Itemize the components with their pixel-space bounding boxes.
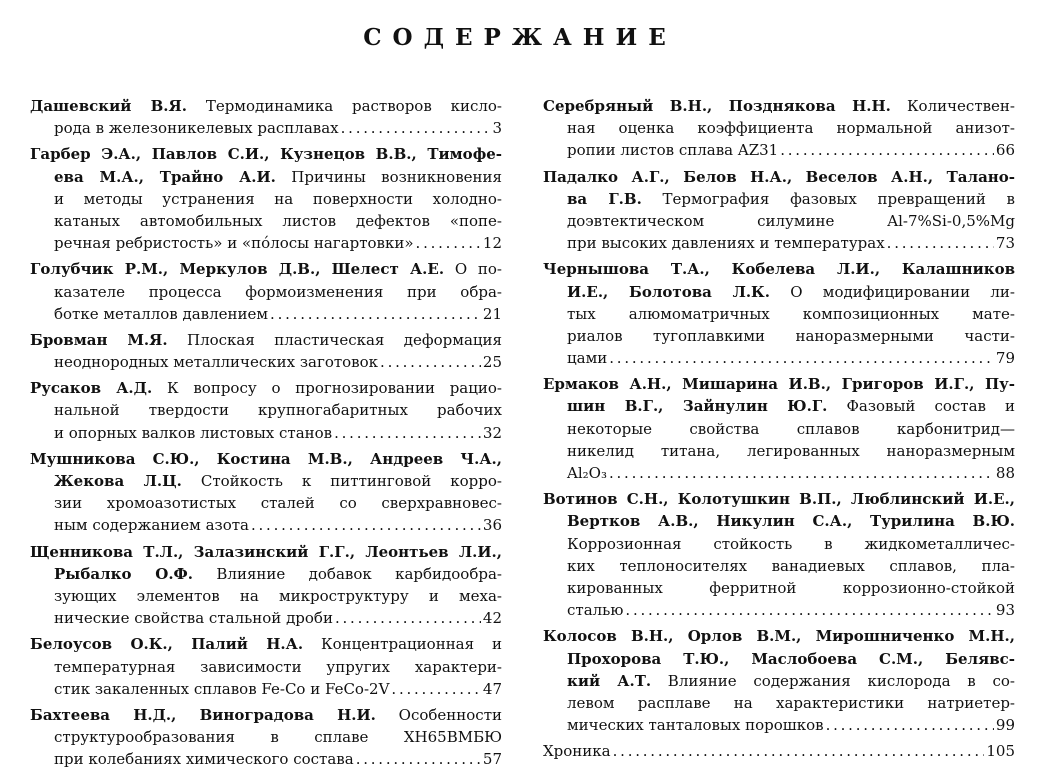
toc-entry-line: зующих элементов на микроструктуру и меха- bbox=[54, 586, 502, 605]
toc-entry-line: кированных ферритной коррозионно-стойкой bbox=[567, 578, 1015, 597]
toc-entry-line: структурообразования в сплаве ХН65ВМБЮ bbox=[54, 728, 502, 747]
toc-entry-authors: Вотинов С.Н., Колотушкин В.П., Люблинский И.Е., bbox=[543, 490, 1015, 509]
toc-entry-authors: Серебряный В.Н., Позднякова Н.Н. bbox=[543, 97, 891, 115]
toc-entry-line bbox=[543, 258, 1015, 280]
toc-entry-page: 12 bbox=[482, 234, 502, 253]
toc-entry-title-part: О по- bbox=[454, 260, 502, 279]
toc-entry-line bbox=[30, 143, 502, 165]
toc-entry-title-part: неоднородных металлических заготовок bbox=[54, 353, 379, 372]
toc-entry-authors: Щенникова Т.Л., Залазинский Г.Г., Леонтьев Л.И., bbox=[30, 542, 502, 561]
toc-entry-line bbox=[543, 281, 1015, 303]
toc-entry-line: левом расплаве на характеристики натриетер- bbox=[567, 693, 1015, 712]
toc-entry[interactable] bbox=[543, 95, 1015, 162]
toc-entry-authors: Прохорова Т.Ю., Маслобоева С.М., Белявс- bbox=[567, 649, 1015, 668]
toc-entry-line bbox=[30, 563, 502, 585]
toc-entry-line bbox=[30, 232, 502, 254]
toc-entry-page: 99 bbox=[995, 716, 1015, 735]
toc-entry-page: 47 bbox=[482, 679, 502, 698]
leader-dots bbox=[270, 303, 481, 325]
toc-entry-title-part: Термодинамика растворов кисло- bbox=[205, 97, 502, 115]
toc-entry-line bbox=[30, 95, 502, 117]
toc-entry-authors: Колосов В.Н., Орлов В.М., Мирошниченко М.Н., bbox=[543, 627, 1015, 646]
toc-entry-title-part: Влияние содержания кислорода в со- bbox=[667, 671, 1015, 690]
toc-entry-line bbox=[30, 351, 502, 373]
toc-entry-title-part: и опорных валков листовых станов bbox=[54, 423, 333, 442]
toc-entry-line: Коррозионная стойкость в жидкометалличес- bbox=[567, 534, 1015, 553]
toc-entry-authors: Мушникова С.Ю., Костина М.В., Андреев Ч.А., bbox=[30, 449, 502, 468]
leader-dots bbox=[341, 117, 491, 139]
toc-entry-page: 93 bbox=[995, 601, 1015, 620]
toc-entry-authors: Русаков А.Д. bbox=[30, 379, 153, 398]
toc-entry[interactable] bbox=[543, 258, 1015, 369]
toc-entry-line bbox=[543, 347, 1015, 369]
toc-entry-page: 32 bbox=[482, 423, 502, 442]
toc-entry-title-part: К вопросу о прогнозировании рацио- bbox=[166, 379, 502, 398]
toc-entry-line bbox=[30, 514, 502, 536]
toc-entry-line: тых алюмоматричных композиционных мате- bbox=[567, 304, 1015, 323]
leader-dots bbox=[335, 607, 481, 629]
toc-entry[interactable] bbox=[30, 704, 502, 771]
toc-entry-line bbox=[543, 648, 1015, 670]
toc-entry-line bbox=[543, 232, 1015, 254]
toc-entry-line: некоторые свойства сплавов карбонитрид— bbox=[567, 419, 1015, 438]
toc-entry-line bbox=[543, 188, 1015, 210]
toc-entry-title-part: Влияние добавок карбидообра- bbox=[216, 564, 502, 583]
toc-entry-title-part: Фазовый состав и bbox=[846, 397, 1015, 416]
toc-entry-title-part: ропии листов сплава AZ31 bbox=[567, 141, 779, 160]
toc-entry-line: ких теплоносителях ванадиевых сплавов, пла- bbox=[567, 556, 1015, 575]
toc-entry-line bbox=[543, 395, 1015, 417]
toc-entry-line bbox=[543, 670, 1015, 692]
toc-entry-line bbox=[543, 625, 1015, 647]
toc-entry-authors: Рыбалко О.Ф. bbox=[54, 564, 194, 583]
contents-column-right bbox=[543, 95, 1015, 766]
leader-dots bbox=[356, 748, 481, 770]
toc-entry-line: катаных автомобильных листов дефектов «попе- bbox=[54, 211, 502, 230]
toc-entry-line bbox=[543, 510, 1015, 532]
toc-entry[interactable] bbox=[30, 143, 502, 254]
toc-entry[interactable] bbox=[30, 95, 502, 139]
toc-entry[interactable] bbox=[543, 625, 1015, 736]
toc-entry-title-part: ным содержанием азота bbox=[54, 516, 249, 535]
toc-entry-line bbox=[543, 95, 1015, 117]
toc-entry-line bbox=[543, 740, 1015, 762]
toc-entry-line bbox=[30, 678, 502, 700]
toc-entry-line: доэвтектическом силумине Al-7%Si-0,5%Mg bbox=[567, 211, 1015, 230]
toc-entry-title-part: Концентрационная и bbox=[321, 635, 502, 654]
toc-entry-title-part: Особенности bbox=[398, 705, 502, 724]
toc-entry-line bbox=[30, 748, 502, 770]
toc-entry-page: 42 bbox=[482, 609, 502, 628]
toc-entry-line bbox=[30, 470, 502, 492]
toc-entry-page: 66 bbox=[995, 141, 1015, 160]
toc-entry-line: риалов тугоплавкими наноразмерными части- bbox=[567, 326, 1015, 345]
toc-entry-line: казателе процесса формоизменения при обра- bbox=[54, 282, 502, 301]
toc-entry[interactable] bbox=[543, 166, 1015, 255]
leader-dots bbox=[887, 232, 994, 254]
toc-entry[interactable] bbox=[30, 377, 502, 444]
toc-entry-line bbox=[30, 166, 502, 188]
toc-entry-title-part: Стойкость к питтинговой корро- bbox=[200, 472, 502, 490]
leader-dots bbox=[609, 347, 994, 369]
leader-dots bbox=[780, 139, 994, 161]
toc-entry[interactable] bbox=[30, 541, 502, 630]
toc-entry-authors: кий А.Т. bbox=[567, 671, 652, 690]
toc-entry-page: 57 bbox=[482, 750, 502, 769]
toc-entry-line: и методы устранения на поверхности холодно- bbox=[54, 189, 502, 208]
toc-entry-chronicle[interactable] bbox=[543, 740, 1015, 762]
toc-entry-line bbox=[543, 462, 1015, 484]
toc-entry-line: нальной твердости крупногабаритных рабочих bbox=[54, 401, 502, 420]
toc-entry-page: 105 bbox=[986, 742, 1015, 761]
toc-entry[interactable] bbox=[30, 448, 502, 537]
toc-entry-title-part: рода в железоникелевых расплавах bbox=[54, 119, 339, 138]
toc-entry-line bbox=[30, 422, 502, 444]
toc-entry-title-part: стик закаленных сплавов Fe-Co и FeCo-2V bbox=[54, 679, 390, 698]
toc-entry-line bbox=[543, 139, 1015, 161]
toc-entry-page: 36 bbox=[482, 516, 502, 535]
toc-entry-line bbox=[543, 714, 1015, 736]
toc-entry-page: 73 bbox=[995, 234, 1015, 253]
toc-entry-authors: ва Г.В. bbox=[567, 189, 642, 208]
toc-entry-authors: Вертков А.В., Никулин С.А., Турилина В.Ю. bbox=[567, 512, 1015, 531]
toc-entry-title-part: цами bbox=[567, 349, 608, 368]
toc-entry-title-part: Хроника bbox=[543, 742, 611, 761]
toc-entry-title-part: Причины возникновения bbox=[291, 167, 502, 186]
leader-dots bbox=[391, 678, 481, 700]
toc-entry-title-part: Плоская пластическая деформация bbox=[187, 330, 502, 349]
toc-entry-page: 88 bbox=[995, 464, 1015, 482]
toc-entry-line: температурная зависимости упругих характери- bbox=[54, 657, 502, 676]
toc-entry-title-part: речная ребристость» и «пóлосы нагартовки» bbox=[54, 234, 414, 253]
toc-entry-line: никелид титана, легированных наноразмерным bbox=[567, 441, 1015, 460]
toc-entry-line bbox=[543, 373, 1015, 395]
toc-entry-title-part: ботке металлов давлением bbox=[54, 304, 269, 323]
toc-entry-line bbox=[30, 258, 502, 280]
toc-entry-line bbox=[543, 166, 1015, 188]
toc-entry-authors: Чернышова Т.А., Кобелева Л.И., Калашников bbox=[543, 260, 1015, 279]
toc-entry-authors: шин В.Г., Зайнулин Ю.Г. bbox=[567, 397, 828, 416]
toc-entry[interactable] bbox=[30, 258, 502, 325]
leader-dots bbox=[613, 740, 985, 762]
toc-entry-page: 3 bbox=[492, 119, 502, 138]
toc-entry-page: 79 bbox=[995, 349, 1015, 368]
toc-entry-authors: Падалко А.Г., Белов Н.А., Веселов А.Н., Талано- bbox=[543, 167, 1015, 186]
toc-entry[interactable] bbox=[30, 633, 502, 700]
toc-entry-line bbox=[30, 117, 502, 139]
leader-dots bbox=[334, 422, 481, 444]
leader-dots bbox=[826, 714, 994, 736]
toc-entry[interactable] bbox=[30, 329, 502, 373]
toc-entry-line: ная оценка коэффициента нормальной анизот- bbox=[567, 119, 1015, 138]
leader-dots bbox=[416, 232, 481, 254]
toc-entry-authors: Гарбер Э.А., Павлов С.И., Кузнецов В.В., Тимофе- bbox=[30, 145, 502, 164]
toc-entry-authors: Жекова Л.Ц. bbox=[54, 472, 182, 490]
toc-entry-authors: Дашевский В.Я. bbox=[30, 97, 187, 115]
toc-entry-title-part: Количествен- bbox=[906, 97, 1015, 115]
page-title: СОДЕРЖАНИЕ bbox=[363, 24, 677, 51]
toc-entry-authors: Бровман М.Я. bbox=[30, 330, 168, 349]
toc-entry-authors: Голубчик Р.М., Меркулов Д.В., Шелест А.Е. bbox=[30, 260, 445, 279]
toc-entry-line bbox=[30, 448, 502, 470]
toc-entry-line bbox=[30, 607, 502, 629]
toc-entry-page: 25 bbox=[482, 353, 502, 372]
toc-entry-line bbox=[543, 488, 1015, 510]
toc-entry-title-part: при высоких давлениях и температурах bbox=[567, 234, 885, 253]
toc-entry-authors: Бахтеева Н.Д., Виноградова Н.И. bbox=[30, 705, 376, 724]
toc-entry-line: зии хромоазотистых сталей со сверхравновес- bbox=[54, 494, 502, 513]
contents-column-left bbox=[30, 95, 502, 774]
toc-entry-authors: И.Е., Болотова Л.К. bbox=[567, 282, 770, 301]
toc-entry-title-part: нические свойства стальной дроби bbox=[54, 609, 333, 628]
toc-entry-authors: ева М.А., Трайно А.И. bbox=[54, 167, 276, 186]
toc-entry-line bbox=[30, 704, 502, 726]
leader-dots bbox=[609, 462, 994, 484]
toc-entry[interactable] bbox=[543, 373, 1015, 484]
toc-entry-page: 21 bbox=[482, 304, 502, 323]
toc-entry-line bbox=[30, 633, 502, 655]
toc-entry-title-part: Al₂O₃ bbox=[567, 464, 607, 482]
toc-entry-title-part: Термография фазовых превращений в bbox=[662, 189, 1015, 208]
toc-entry-title-part: О модифицировании ли- bbox=[790, 282, 1015, 301]
toc-entry-line bbox=[543, 599, 1015, 621]
toc-entry-line bbox=[30, 377, 502, 399]
leader-dots bbox=[251, 514, 481, 536]
toc-entry-title-part: сталью bbox=[567, 601, 624, 620]
toc-entry-title-part: при колебаниях химического состава bbox=[54, 750, 354, 769]
toc-entry-authors: Белоусов О.К., Палий Н.А. bbox=[30, 635, 304, 654]
toc-entry-line bbox=[30, 303, 502, 325]
toc-entry-title-part: мических танталовых порошков bbox=[567, 716, 824, 735]
toc-entry-authors: Ермаков А.Н., Мишарина И.В., Григоров И.Г., Пу- bbox=[543, 375, 1015, 394]
leader-dots bbox=[625, 599, 994, 621]
toc-entry-line bbox=[30, 329, 502, 351]
toc-entry[interactable] bbox=[543, 488, 1015, 621]
toc-entry-line bbox=[30, 541, 502, 563]
leader-dots bbox=[380, 351, 481, 373]
